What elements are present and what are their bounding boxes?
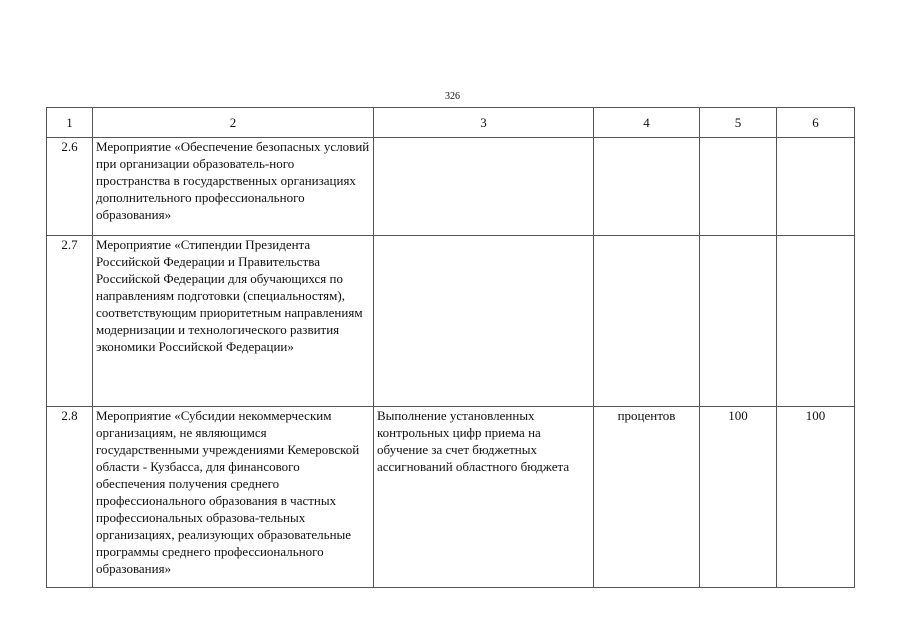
measure-name: Мероприятие «Субсидии некоммерческим организациям, не являющимся государственными учреждениями Кемеровской области - Кузбасса, для финансового обеспечения получения среднего профессионального образования в частных профессиональных образова-тельных организациях, реализующих образовательные программы среднего профессионального образования»	[93, 407, 374, 588]
measure-name: Мероприятие «Стипендии Президента Российской Федерации и Правительства Российской Федерации для обучающихся по направлениям подготовки (специальностям), соответствующим приоритетным направлениям модернизации и технологического развития экономики Российской Федерации»	[93, 236, 374, 407]
page-number: 326	[445, 91, 460, 102]
indicator-name	[374, 138, 594, 236]
indicator-name	[374, 236, 594, 407]
unit	[594, 236, 700, 407]
row-number: 2.6	[47, 138, 93, 236]
table-row	[47, 138, 855, 236]
table-header-row	[47, 108, 855, 138]
header-col-4: 4	[594, 108, 700, 138]
header-col-2: 2	[93, 108, 374, 138]
value-col-5	[700, 236, 777, 407]
measure-name: Мероприятие «Обеспечение безопасных условий при организации образователь-ного пространства в государственных организациях дополнительного профессионального образования»	[93, 138, 374, 236]
table-row	[47, 236, 855, 407]
header-col-3: 3	[374, 108, 594, 138]
header-col-5: 5	[700, 108, 777, 138]
header-col-6: 6	[777, 108, 855, 138]
value-col-6: 100	[777, 407, 855, 588]
table-row	[47, 407, 855, 588]
row-number: 2.7	[47, 236, 93, 407]
unit: процентов	[594, 407, 700, 588]
value-col-6	[777, 236, 855, 407]
header-col-1: 1	[47, 108, 93, 138]
unit	[594, 138, 700, 236]
value-col-5: 100	[700, 407, 777, 588]
measures-table	[46, 107, 855, 588]
value-col-5	[700, 138, 777, 236]
value-col-6	[777, 138, 855, 236]
row-number: 2.8	[47, 407, 93, 588]
indicator-name: Выполнение установленных контрольных цифр приема на обучение за счет бюджетных ассигнований областного бюджета	[374, 407, 594, 588]
